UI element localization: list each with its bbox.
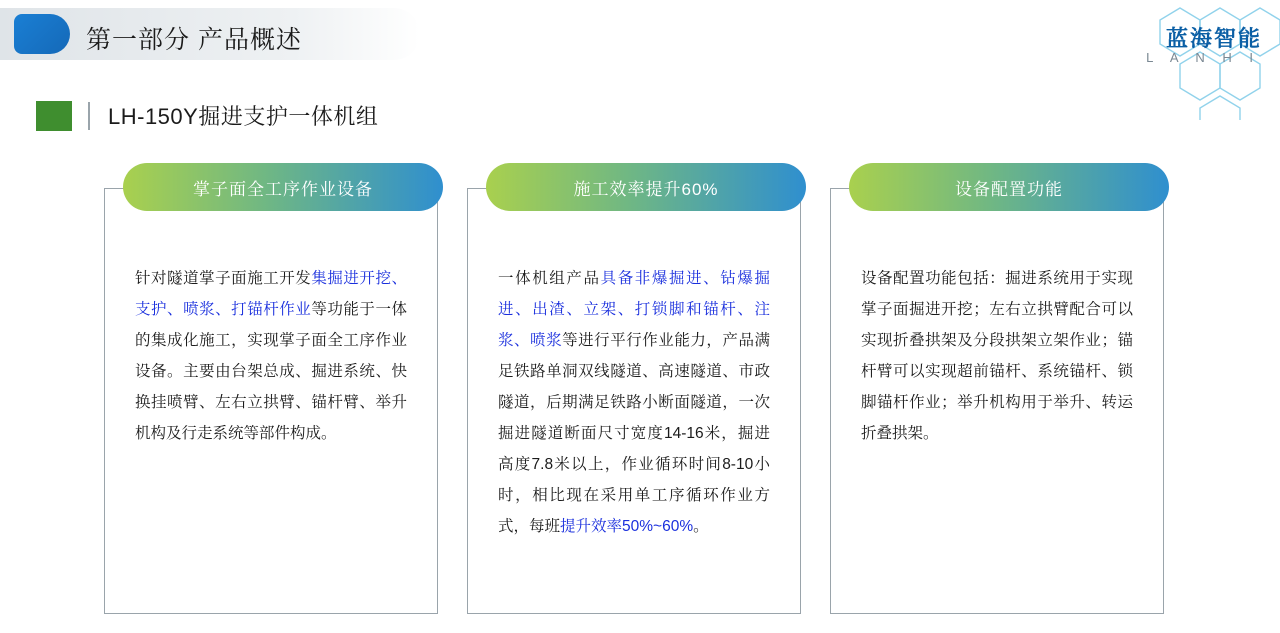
highlighted-text: 具备非爆掘进、钻爆掘进、出渣、立架、打锁脚和锚杆、注浆、喷浆: [498, 270, 770, 349]
vertical-divider: [88, 102, 90, 130]
green-square-marker-icon: [36, 101, 72, 131]
highlighted-text: 集掘进开挖、支护、喷浆、打锚杆作业: [135, 270, 407, 318]
content-card: [830, 179, 1164, 614]
body-text: 。: [693, 518, 709, 535]
logo-chinese-text: 蓝海智能: [1165, 26, 1262, 51]
logo-latin-text: L A N H I: [1146, 50, 1260, 65]
body-text: 针对隧道掌子面施工开发: [135, 270, 312, 287]
body-text: 一体机组产品: [498, 270, 601, 287]
body-text: 等功能于一体的集成化施工，实现掌子面全工序作业设备。主要由台架总成、掘进系统、快换挂喷臂、左右立拱臂、锚杆臂、举升机构及行走系统等部件构成。: [135, 301, 407, 442]
brand-logo: [1060, 0, 1280, 120]
card-body: [831, 263, 1163, 449]
card-header-pill: 设备配置功能: [849, 163, 1169, 211]
content-card: [467, 179, 801, 614]
header-chip-icon: [14, 14, 70, 54]
content-card: [104, 179, 438, 614]
card-paragraph: [861, 263, 1133, 449]
highlighted-text: 提升效率50%~60%: [560, 518, 694, 535]
card-paragraph: [135, 263, 407, 449]
page-title: 第一部分 产品概述: [86, 26, 302, 54]
card-header-pill: 掌子面全工序作业设备: [123, 163, 443, 211]
card-header-pill: 施工效率提升60%: [486, 163, 806, 211]
card-paragraph: [498, 263, 770, 542]
section-subtitle-text: LH-150Y掘进支护一体机组: [108, 104, 379, 129]
card-body: [105, 263, 437, 449]
card-row: [104, 179, 1164, 614]
body-text: 等进行平行作业能力，产品满足铁路单洞双线隧道、高速隧道、市政隧道，后期满足铁路小断面隧道，一次掘进隧道断面尺寸宽度14-16米，掘进高度7.8米以上，作业循环时间8-10小时，相比现在采用单工序循环作业方式，每班: [498, 332, 770, 535]
card-body: [468, 263, 800, 542]
section-subtitle: [36, 100, 378, 131]
body-text: 设备配置功能包括：掘进系统用于实现掌子面掘进开挖；左右立拱臂配合可以实现折叠拱架及分段拱架立架作业；锚杆臂可以实现超前锚杆、系统锚杆、锁脚锚杆作业；举升机构用于举升、转运折叠拱架。: [861, 270, 1133, 442]
